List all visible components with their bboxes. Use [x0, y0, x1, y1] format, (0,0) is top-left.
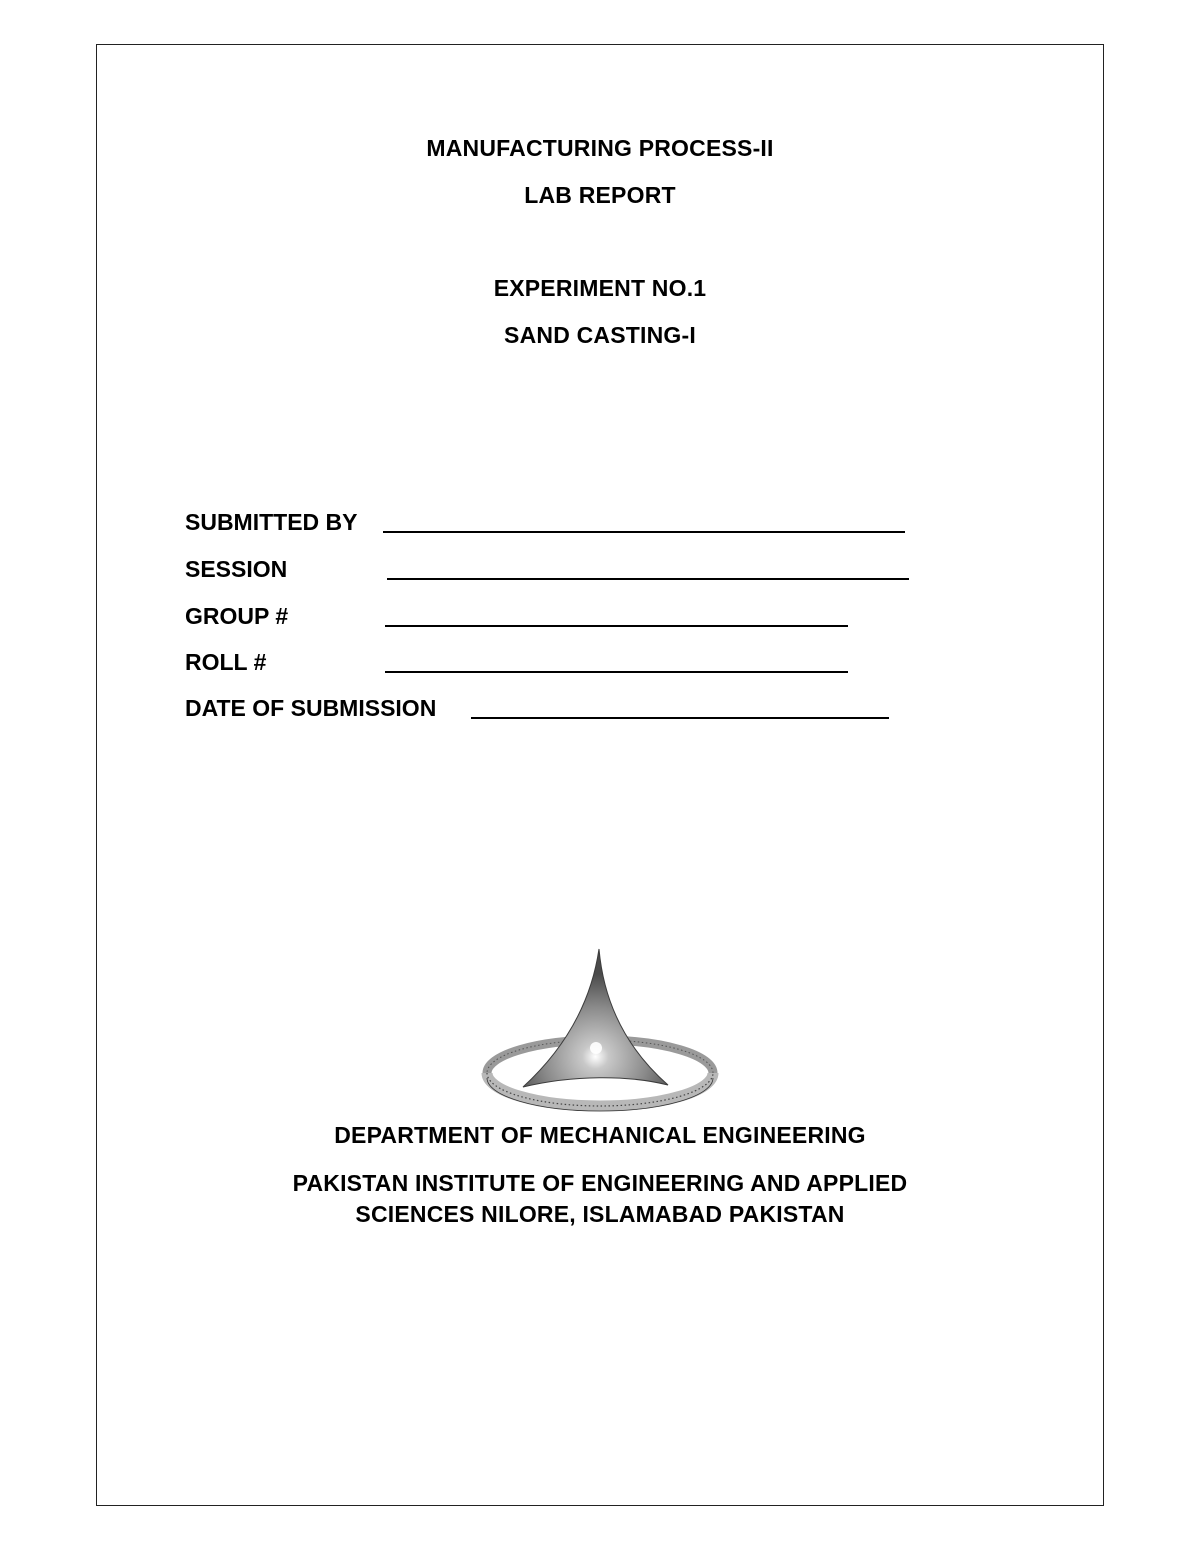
field-label: SESSION	[185, 556, 288, 582]
page-border	[96, 44, 1104, 1506]
field-label: DATE OF SUBMISSION	[185, 695, 437, 721]
institute-name-line2: SCIENCES NILORE, ISLAMABAD PAKISTAN	[355, 1201, 845, 1227]
session-blank[interactable]	[387, 556, 909, 580]
institute-name-line1: PAKISTAN INSTITUTE OF ENGINEERING AND APPLIED	[292, 1170, 908, 1196]
group-blank[interactable]	[385, 603, 848, 627]
field-label: ROLL #	[185, 649, 267, 675]
submitted-by-blank[interactable]	[383, 509, 905, 533]
roll-blank[interactable]	[385, 649, 848, 673]
report-type: LAB REPORT	[524, 182, 676, 208]
department-name: DEPARTMENT OF MECHANICAL ENGINEERING	[334, 1122, 866, 1148]
field-label: GROUP #	[185, 603, 289, 629]
course-title: MANUFACTURING PROCESS-II	[426, 135, 774, 161]
experiment-title: SAND CASTING-I	[504, 322, 696, 348]
experiment-number: EXPERIMENT NO.1	[493, 275, 707, 301]
field-label: SUBMITTED BY	[185, 509, 358, 535]
date-blank[interactable]	[471, 695, 889, 719]
institute-logo-icon	[478, 945, 723, 1115]
